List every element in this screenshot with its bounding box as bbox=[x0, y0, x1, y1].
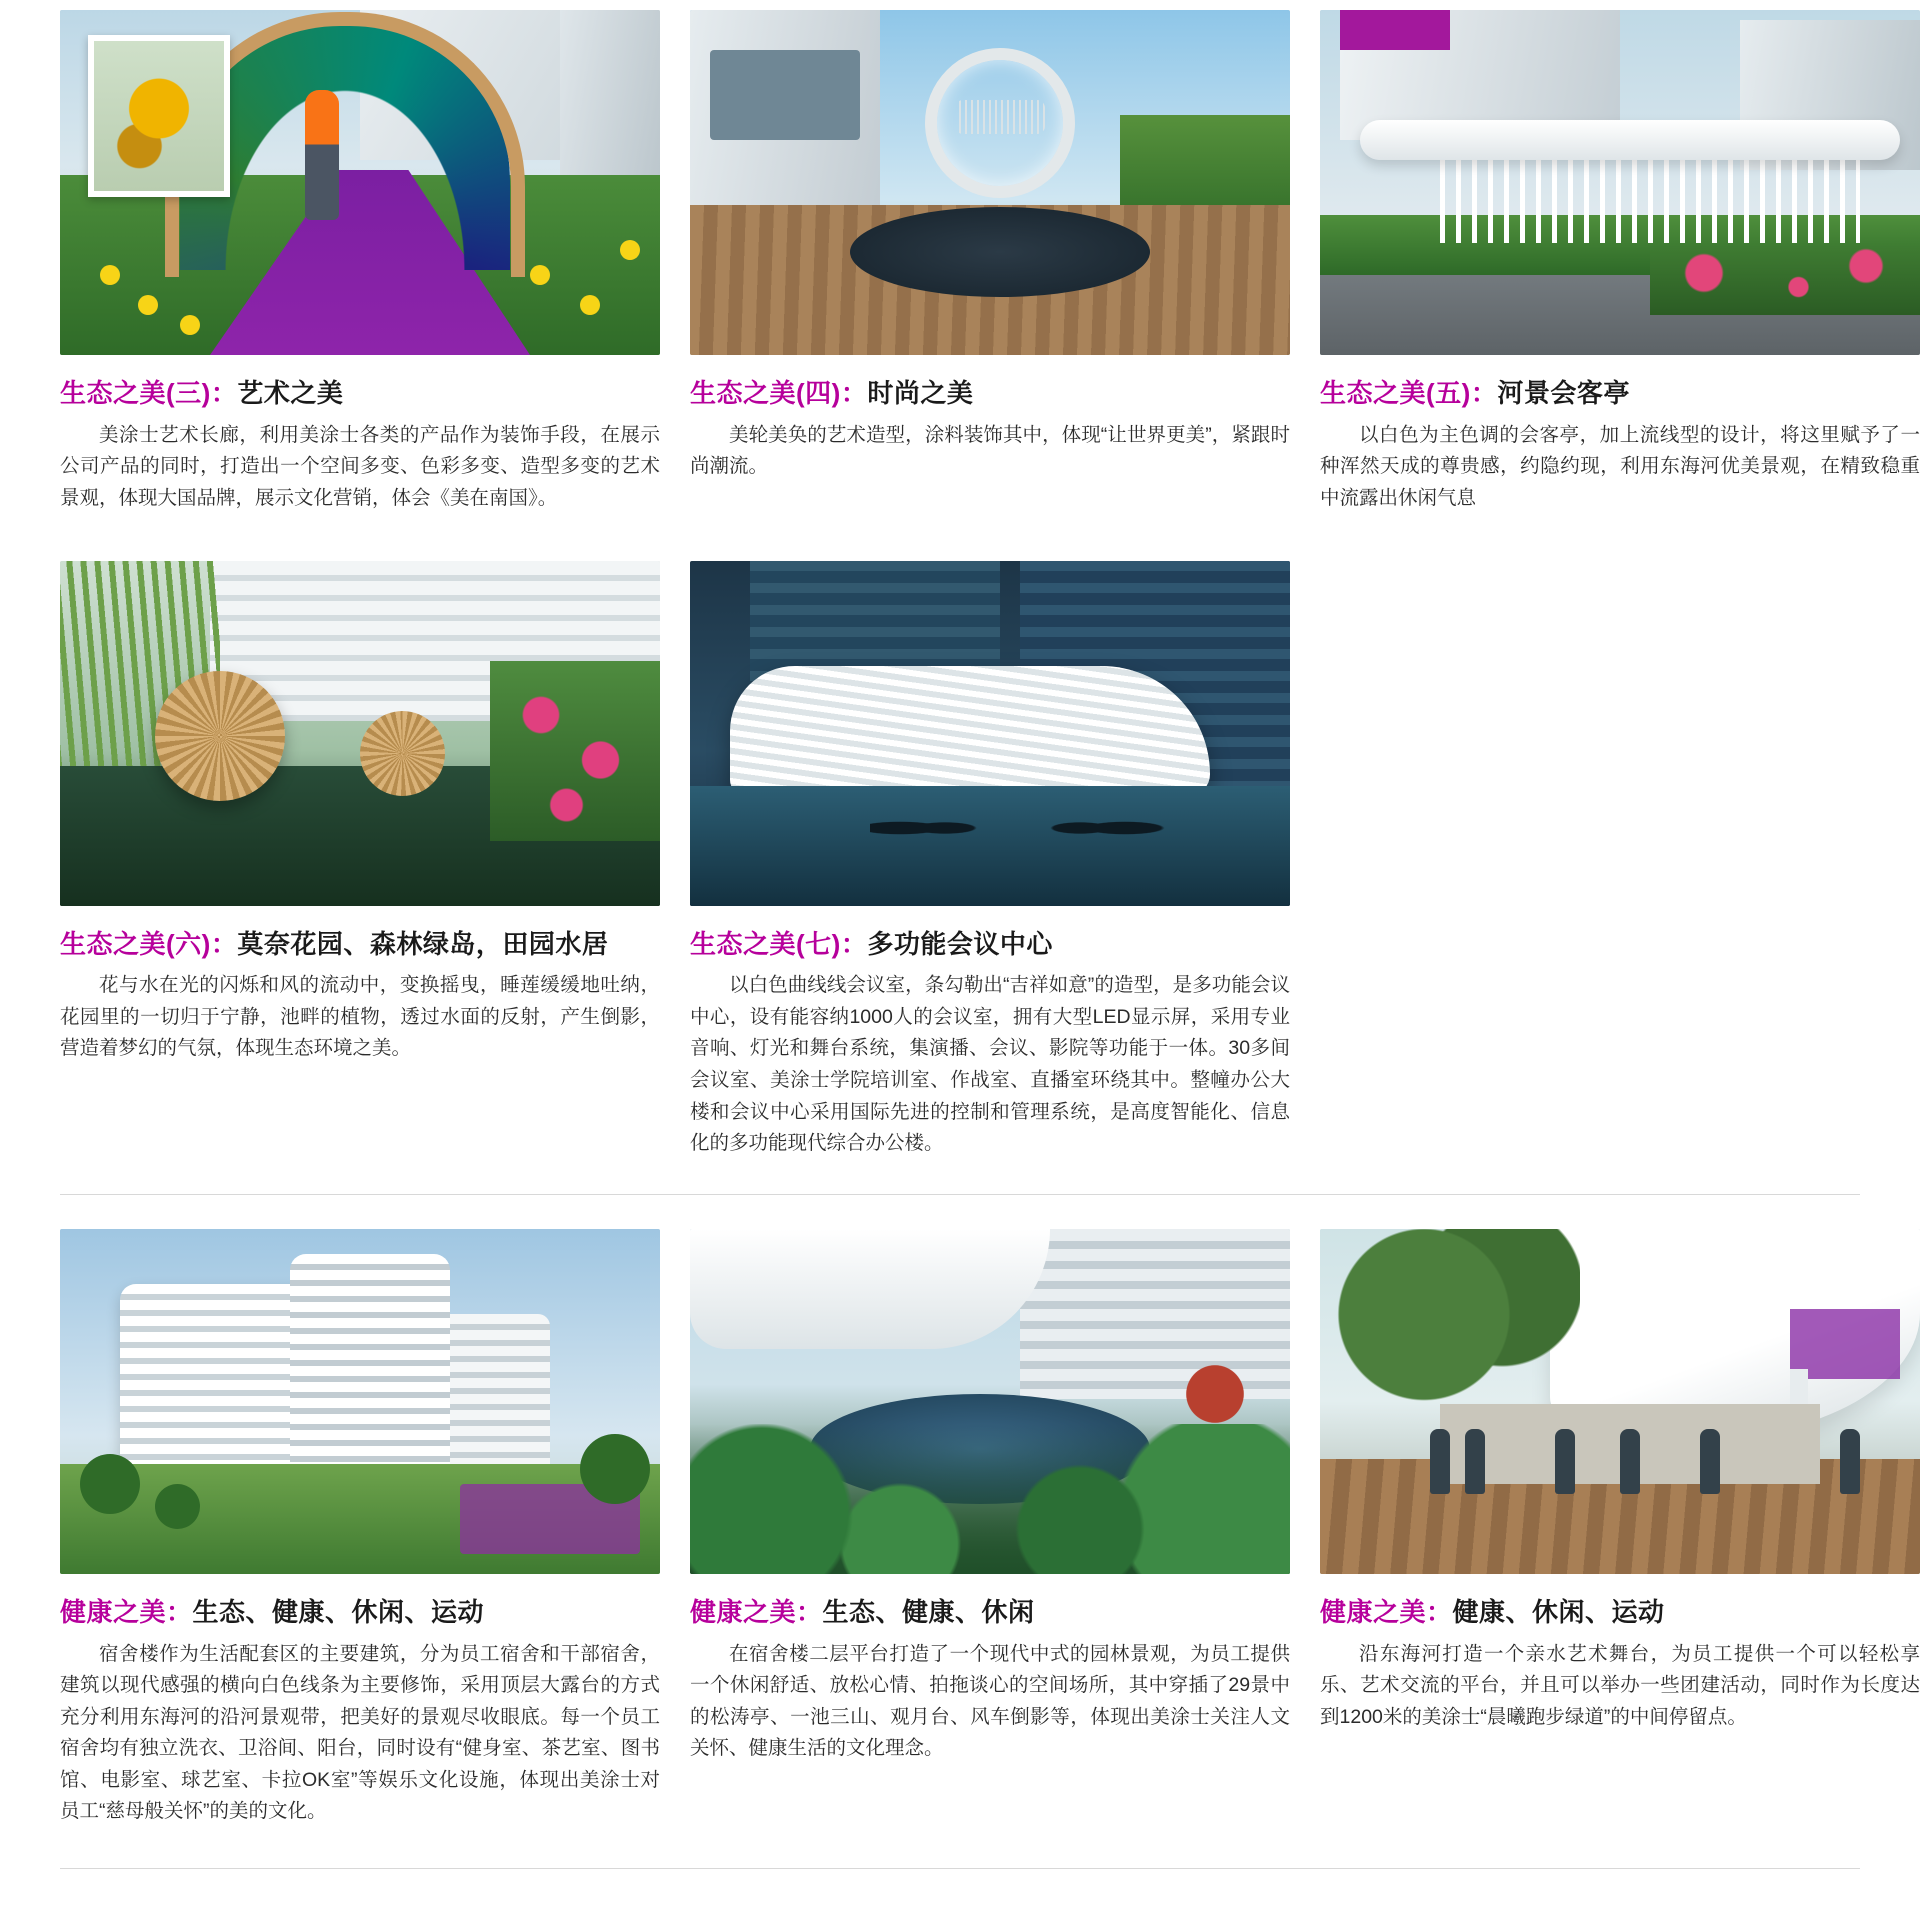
section-conference-center-title-accent: 生态之美(七)： bbox=[690, 928, 868, 959]
section-art-title bbox=[60, 377, 660, 411]
section-conference-center-image bbox=[690, 561, 1290, 906]
section-monet-garden bbox=[60, 561, 660, 1160]
section-conference-center-title bbox=[690, 928, 1290, 962]
section-monet-garden-title bbox=[60, 928, 660, 962]
section-river-pavilion-image bbox=[1320, 10, 1920, 355]
section-health-riverside-title-dark: 健康、休闲、运动 bbox=[1452, 1596, 1665, 1627]
section-row-2 bbox=[60, 561, 1860, 1160]
section-art-title-dark: 艺术之美 bbox=[237, 378, 344, 408]
section-river-pavilion-title-dark: 河景会客亭 bbox=[1497, 378, 1630, 408]
section-river-pavilion-title bbox=[1320, 377, 1920, 411]
section-health-riverside-title-accent: 健康之美： bbox=[1320, 1596, 1453, 1627]
section-health-riverside-body: 沿东海河打造一个亲水艺术舞台，为员工提供一个可以轻松享乐、艺术交流的平台，并且可以举办一些团建活动，同时作为长度达到1200米的美涂士“晨曦跑步绿道”的中间停留点。 bbox=[1320, 1642, 1920, 1728]
section-fashion-title-accent: 生态之美(四)： bbox=[690, 378, 868, 408]
section-row-1 bbox=[60, 10, 1920, 515]
section-river-pavilion-title-accent: 生态之美(五)： bbox=[1320, 378, 1498, 408]
section-fashion bbox=[690, 10, 1290, 515]
section-fashion-image bbox=[690, 10, 1290, 355]
section-monet-garden-body: 花与水在光的闪烁和风的流动中，变换摇曳，睡莲缓缓地吐纳，花园里的一切归于宁静，池畔的植物，透过水面的反射，产生倒影，营造着梦幻的气氛，体现生态环境之美。 bbox=[60, 974, 660, 1060]
section-health-riverside-title bbox=[1320, 1596, 1920, 1630]
section-health-leisure-title-dark: 生态、健康、休闲 bbox=[822, 1596, 1035, 1627]
section-monet-garden-title-dark: 莫奈花园、森林绿岛，田园水居 bbox=[237, 928, 609, 959]
section-art bbox=[60, 10, 660, 515]
section-health-leisure-body: 在宿舍楼二层平台打造了一个现代中式的园林景观，为员工提供一个休闲舒适、放松心情、拍拖谈心的空间场所，其中穿插了29景中的松涛亭、一池三山、观月台、风车倒影等，体现出美涂士关注人文关怀、健康生活的文化理念。 bbox=[690, 1642, 1290, 1760]
section-divider-2 bbox=[60, 1868, 1860, 1869]
section-health-sport-body: 宿舍楼作为生活配套区的主要建筑，分为员工宿舍和干部宿舍，建筑以现代感强的横向白色线条为主要修饰，采用顶层大露台的方式充分利用东海河的沿河景观带，把美好的景观尽收眼底。每一个员工宿舍均有独立洗衣、卫浴间、阳台，同时设有“健身室、茶艺室、图书馆、电影室、球艺室、卡拉OK室”等娱乐文化设施，体现出美涂士对员工“慈母般关怀”的美的文化。 bbox=[60, 1642, 660, 1823]
section-health-leisure bbox=[690, 1229, 1290, 1828]
section-conference-center-title-dark: 多功能会议中心 bbox=[867, 928, 1053, 959]
painting-icon bbox=[88, 35, 230, 197]
section-monet-garden-title-accent: 生态之美(六)： bbox=[60, 928, 238, 959]
section-river-pavilion-body: 以白色为主色调的会客亭，加上流线型的设计，将这里赋予了一种浑然天成的尊贵感，约隐约现，利用东海河优美景观，在精致稳重中流露出休闲气息 bbox=[1320, 423, 1920, 509]
section-health-sport-image bbox=[60, 1229, 660, 1574]
section-health-riverside-image bbox=[1320, 1229, 1920, 1574]
section-health-riverside bbox=[1320, 1229, 1920, 1828]
section-health-sport-title-dark: 生态、健康、休闲、运动 bbox=[192, 1596, 485, 1627]
section-divider-1 bbox=[60, 1194, 1860, 1195]
section-fashion-title bbox=[690, 377, 1290, 411]
section-art-title-accent: 生态之美(三)： bbox=[60, 378, 238, 408]
section-health-sport-title-accent: 健康之美： bbox=[60, 1596, 193, 1627]
section-conference-center bbox=[690, 561, 1290, 1160]
section-monet-garden-image bbox=[60, 561, 660, 906]
section-art-image bbox=[60, 10, 660, 355]
section-row-3 bbox=[60, 1229, 1920, 1828]
section-art-body: 美涂士艺术长廊，利用美涂士各类的产品作为装饰手段，在展示公司产品的同时，打造出一个空间多变、色彩多变、造型多变的艺术景观，体现大国品牌，展示文化营销，体会《美在南国》。 bbox=[60, 423, 660, 509]
section-health-sport bbox=[60, 1229, 660, 1828]
section-health-leisure-image bbox=[690, 1229, 1290, 1574]
section-health-sport-title bbox=[60, 1596, 660, 1630]
section-fashion-body: 美轮美奂的艺术造型，涂料装饰其中，体现“让世界更美”，紧跟时尚潮流。 bbox=[690, 423, 1290, 478]
section-conference-center-body: 以白色曲线线会议室，条勾勒出“吉祥如意”的造型，是多功能会议中心，设有能容纳1000人的会议室，拥有大型LED显示屏，采用专业音响、灯光和舞台系统，集演播、会议、影院等功能于一体。30多间会议室、美涂士学院培训室、作战室、直播室环绕其中。整幢办公大楼和会议中心采用国际先进的控制和管理系统，是高度智能化、信息化的多功能现代综合办公楼。 bbox=[690, 974, 1290, 1155]
section-health-leisure-title-accent: 健康之美： bbox=[690, 1596, 823, 1627]
section-health-leisure-title bbox=[690, 1596, 1290, 1630]
section-river-pavilion bbox=[1320, 10, 1920, 515]
section-fashion-title-dark: 时尚之美 bbox=[867, 378, 974, 408]
